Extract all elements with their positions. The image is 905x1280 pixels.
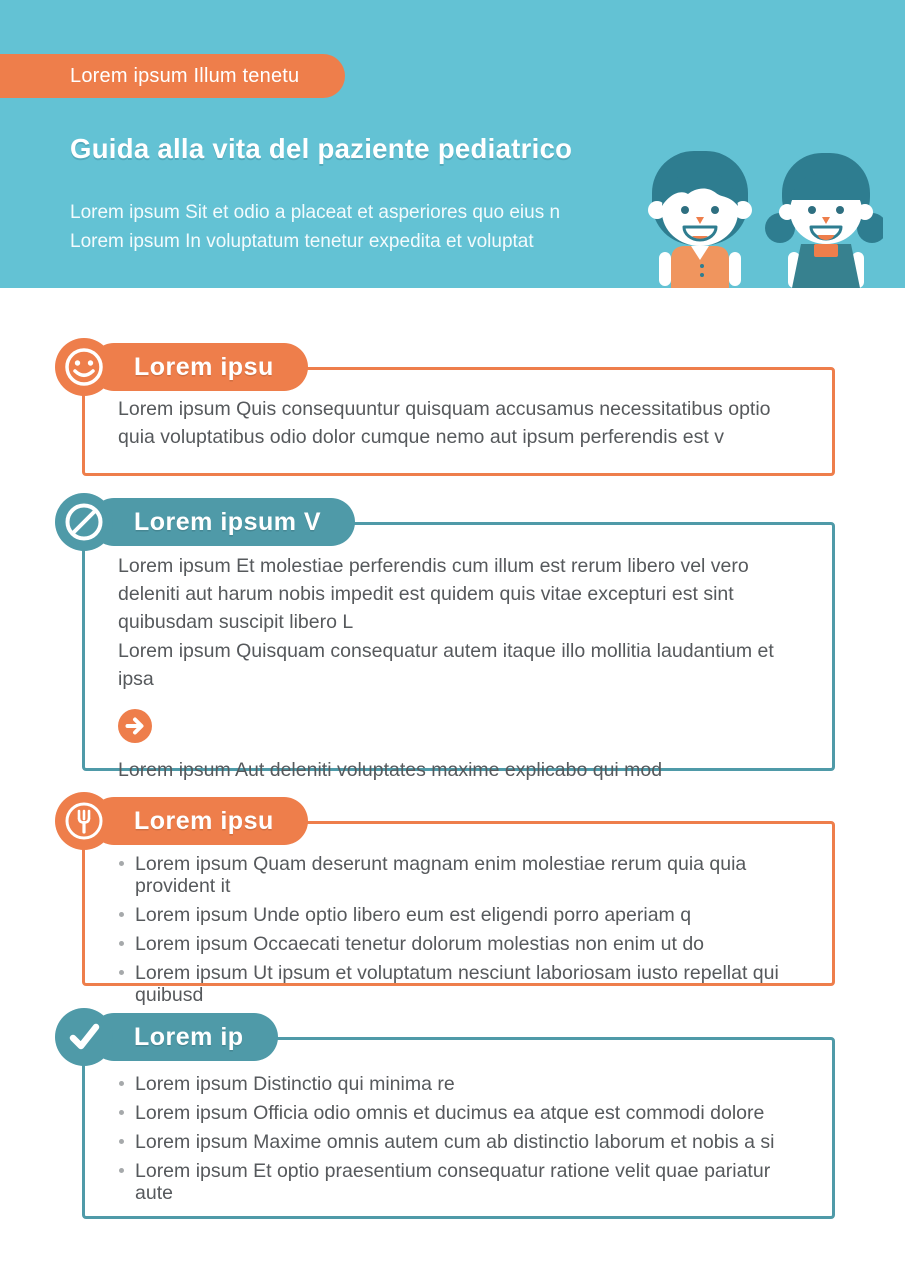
arrow-right-icon [118,709,809,743]
hero-header [0,0,905,288]
bullet-list [118,1073,809,1204]
section-title: Lorem ip [90,1013,278,1061]
subtitle-line-1: Lorem ipsum Sit et odio a placeat et asperiores quo eius n [70,202,561,223]
section-content [118,552,809,784]
list-item: Lorem ipsum Occaecati tenetur dolorum molestias non enim ut do [118,933,809,955]
section-no-entry [82,498,835,781]
list-item: Lorem ipsum Distinctio qui minima re [118,1073,809,1095]
section-check [82,1013,835,1219]
fork-icon [55,792,113,850]
smiley-icon [55,338,113,396]
section-fork [82,797,835,1006]
list-item: Lorem ipsum Et optio praesentium consequatur ratione velit quae pariatur aute [118,1160,809,1204]
section-content [118,395,809,451]
paragraph: Lorem ipsum Et molestiae perferendis cum illum est rerum libero vel vero deleniti aut harum nobis impedit est quidem quis vitae excepturi est sint quibusdam suscipit libero L [118,555,749,633]
section-smiley [82,343,835,476]
section-title: Lorem ipsu [90,797,308,845]
paragraph: Lorem ipsum Aut deleniti voluptates maxime explicabo qui mod [118,759,663,781]
section-content [118,853,809,1013]
bullet-list [118,853,809,1006]
girl-figure [765,153,883,288]
list-item: Lorem ipsum Unde optio libero eum est eligendi porro aperiam q [118,904,809,926]
header-tab [0,54,345,98]
children-illustration [645,146,883,288]
paragraph: Lorem ipsum Quisquam consequatur autem itaque illo mollitia laudantium et ipsa [118,640,774,690]
page-subtitle [70,198,560,256]
no-entry-icon [55,493,113,551]
paragraph: Lorem ipsum Quis consequuntur quisquam accusamus necessitatibus optio quia voluptatibus odio dolor cumque nemo aut ipsum perferendis est v [118,398,771,448]
section-content [118,1073,809,1211]
list-item: Lorem ipsum Quam deserunt magnam enim molestiae rerum quia quia provident it [118,853,809,897]
boy-figure [648,151,752,288]
check-icon [55,1008,113,1066]
list-item: Lorem ipsum Officia odio omnis et ducimus ea atque est commodi dolore [118,1102,809,1124]
subtitle-line-2: Lorem ipsum In voluptatum tenetur expedita et voluptat [70,231,534,252]
section-title: Lorem ipsu [90,343,308,391]
section-title: Lorem ipsum V [90,498,355,546]
page-title: Guida alla vita del paziente pediatrico [70,133,573,164]
list-item: Lorem ipsum Ut ipsum et voluptatum nesciunt laboriosam iusto repellat qui quibusd [118,962,809,1006]
list-item: Lorem ipsum Maxime omnis autem cum ab distinctio laborum et nobis a si [118,1131,809,1153]
header-tab-label: Lorem ipsum Illum tenetu [70,64,300,87]
